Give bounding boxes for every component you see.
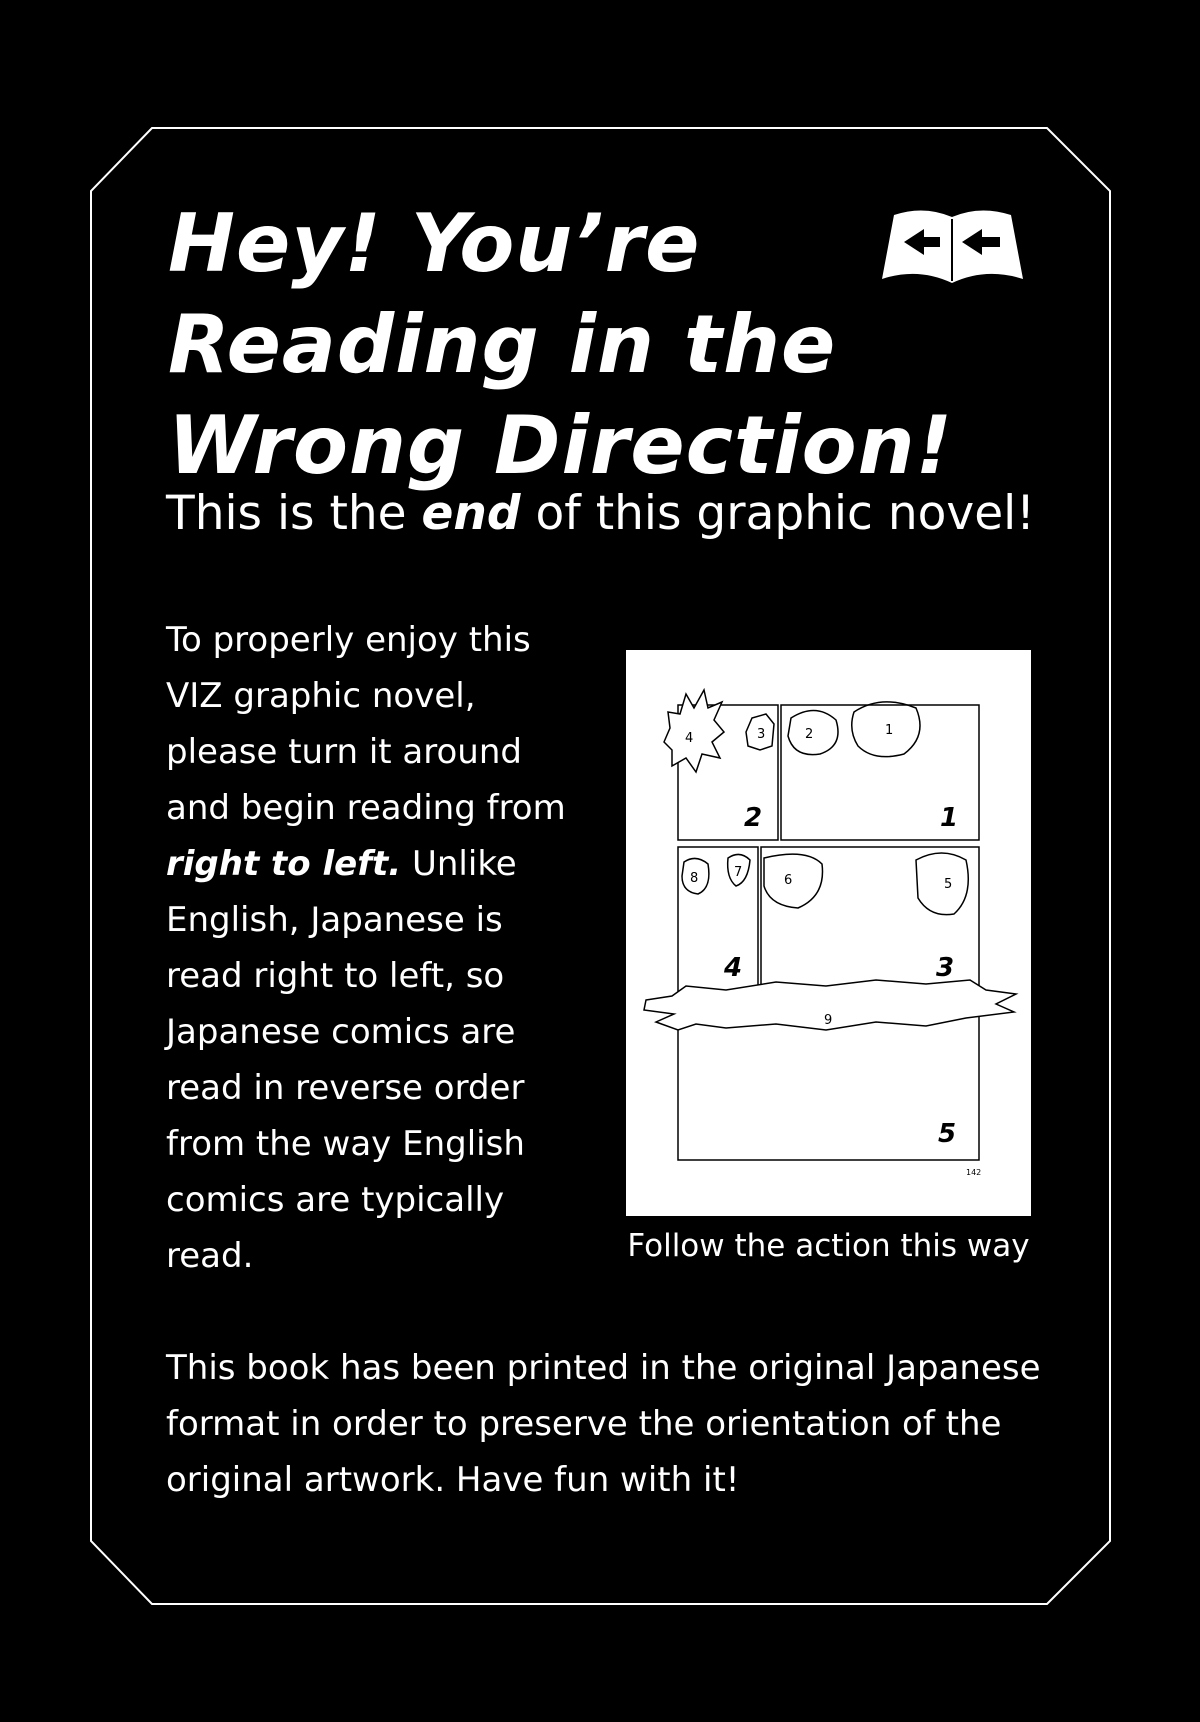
intro-line: please turn it around bbox=[166, 732, 522, 772]
outro-paragraph bbox=[166, 1340, 1046, 1508]
diagram-caption: Follow the action this way bbox=[627, 1228, 1030, 1264]
panel-number-3: 3 bbox=[936, 953, 955, 983]
intro-line: read. bbox=[166, 1236, 254, 1276]
outro-line: This book has been printed in the original Japanese bbox=[166, 1348, 1041, 1388]
balloon-number-1: 1 bbox=[885, 723, 894, 738]
outro-line: original artwork. Have fun with it! bbox=[166, 1460, 740, 1500]
balloon-6 bbox=[764, 854, 823, 908]
balloon-number-7: 7 bbox=[734, 865, 743, 880]
intro-line: To properly enjoy this bbox=[166, 620, 531, 660]
balloon-number-4: 4 bbox=[685, 731, 694, 746]
intro-line bbox=[166, 836, 586, 892]
headline-line-1: Hey! You’re bbox=[168, 197, 701, 290]
subtitle-emphasis: end bbox=[421, 486, 521, 541]
intro-line: read right to left, so bbox=[166, 956, 505, 996]
panel-number-4: 4 bbox=[724, 953, 743, 983]
outro-line: format in order to preserve the orientation of the bbox=[166, 1404, 1002, 1444]
intro-line: comics are typically bbox=[166, 1180, 505, 1220]
intro-line-rest: Unlike bbox=[401, 844, 517, 884]
balloon-5 bbox=[916, 853, 968, 915]
panel-4-frame bbox=[678, 847, 758, 992]
headline-line-3: Wrong Direction! bbox=[168, 399, 954, 492]
balloon-number-8: 8 bbox=[690, 871, 699, 886]
reading-order-diagram-drawing bbox=[626, 650, 1031, 1216]
subtitle-start: This is the bbox=[166, 486, 422, 541]
intro-line: VIZ graphic novel, bbox=[166, 676, 476, 716]
intro-line: English, Japanese is bbox=[166, 900, 503, 940]
panel-number-1: 1 bbox=[940, 803, 959, 833]
intro-line: and begin reading from bbox=[166, 788, 566, 828]
balloon-4-burst bbox=[664, 690, 724, 772]
balloon-number-2: 2 bbox=[805, 727, 814, 742]
balloon-number-5: 5 bbox=[944, 877, 953, 892]
book-with-left-arrows-icon bbox=[880, 205, 1025, 285]
intro-line: read in reverse order bbox=[166, 1068, 525, 1108]
panel-number-5: 5 bbox=[938, 1119, 957, 1149]
balloon-number-3: 3 bbox=[757, 727, 766, 742]
intro-emphasis: right to left. bbox=[166, 844, 402, 884]
reading-order-diagram bbox=[626, 650, 1031, 1216]
balloon-number-6: 6 bbox=[784, 873, 793, 888]
panel-number-2: 2 bbox=[744, 803, 763, 833]
intro-line: from the way English bbox=[166, 1124, 525, 1164]
intro-paragraph bbox=[166, 612, 586, 1284]
diagram-page-number: 142 bbox=[966, 1168, 982, 1177]
headline-line-2: Reading in the bbox=[168, 298, 837, 391]
balloon-number-9: 9 bbox=[824, 1013, 833, 1028]
intro-line: Japanese comics are bbox=[166, 1012, 516, 1052]
subtitle bbox=[166, 486, 1036, 541]
subtitle-end: of this graphic novel! bbox=[520, 486, 1036, 541]
